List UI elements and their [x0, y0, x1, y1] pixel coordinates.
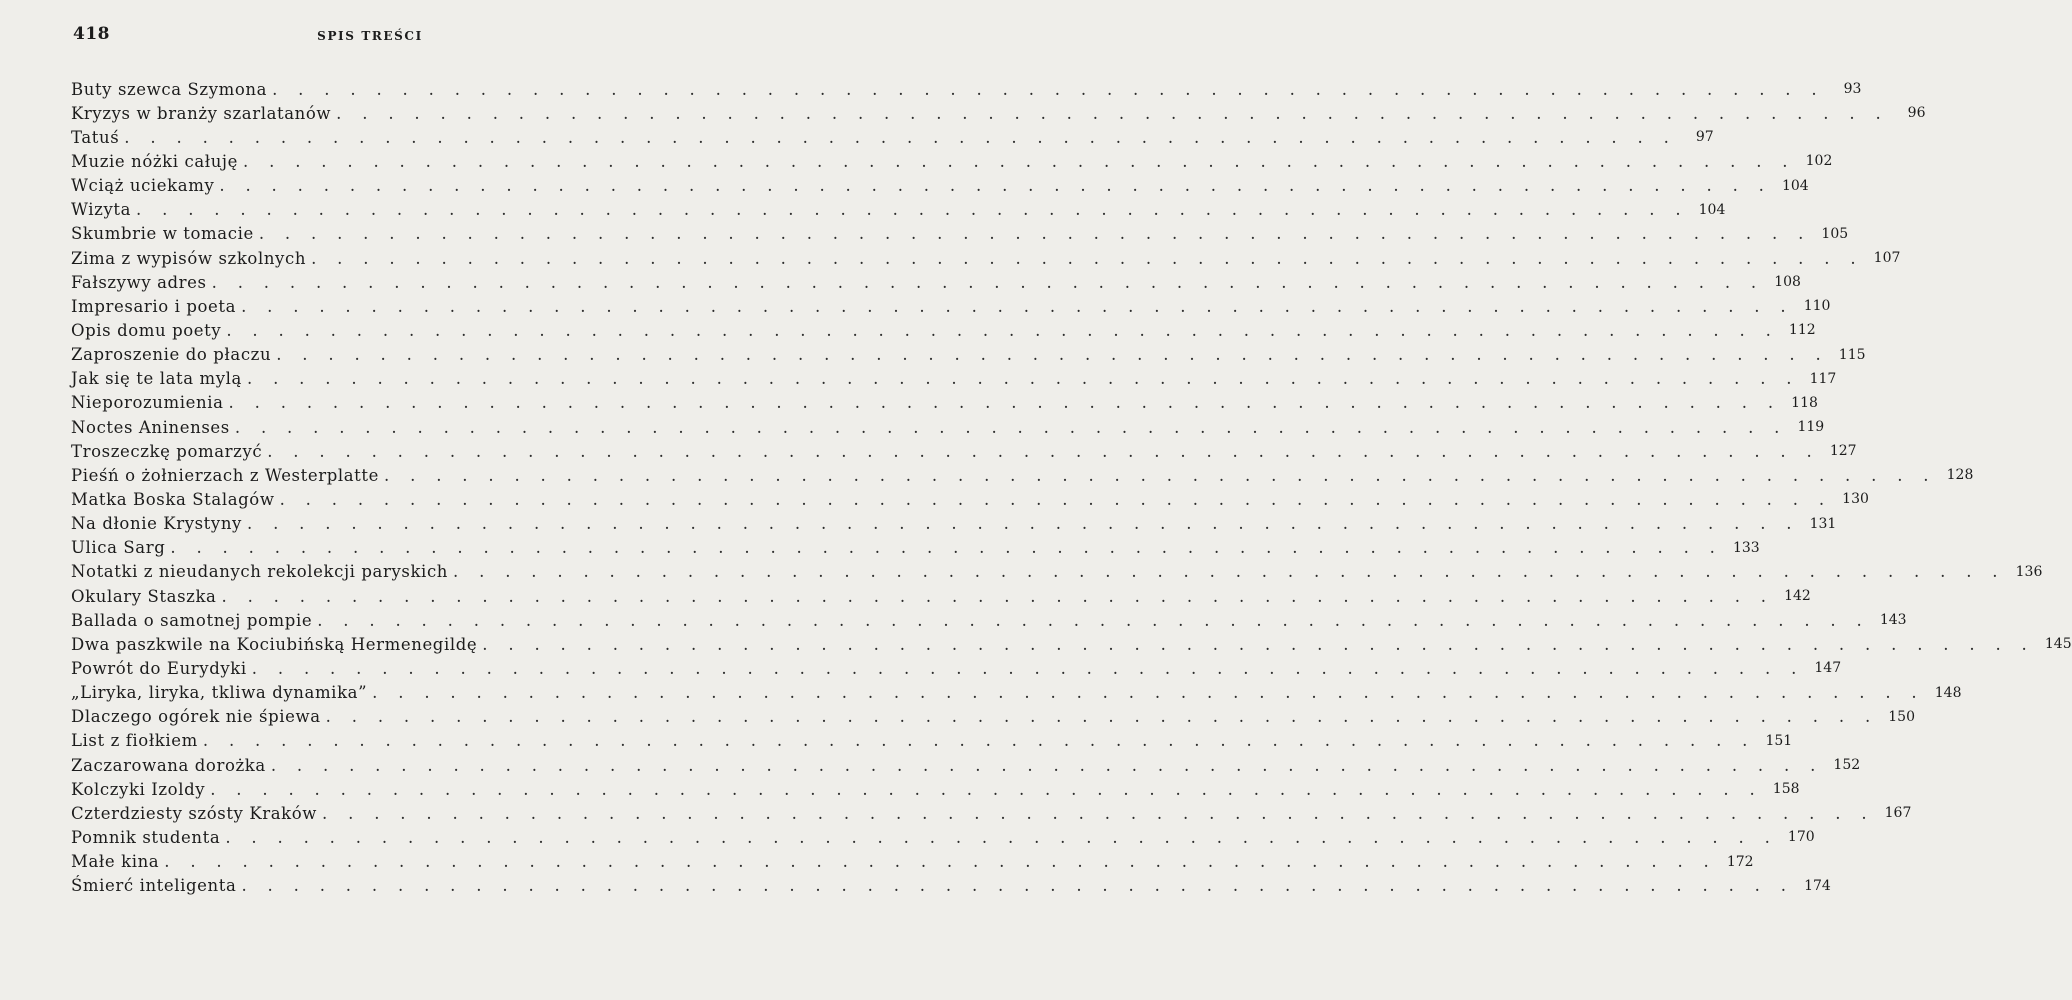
running-header: SPIS TREŚCI: [317, 29, 423, 43]
toc-entry-title: Troszeczkę pomarzyć: [71, 441, 263, 461]
toc-entry: [71, 101, 1926, 125]
toc-entry-page: 150: [1888, 708, 1915, 725]
toc-entry-page: 115: [1838, 346, 1866, 363]
dot-leader: . . . . . . . . . . . . . . . . . . . . . . . . . . . . . . . . . . . . . . . . . . . . . . . . . . . . . . . . . . . .: [228, 393, 1781, 413]
toc-entry-title: Wciąż uciekamy: [71, 176, 215, 196]
toc-entry-title: Ulica Sarg: [71, 538, 166, 558]
dot-leader: . . . . . . . . . . . . . . . . . . . . . . . . . . . . . . . . . . . . . . . . . . . . . . . . . . . . . . . . . . . .: [241, 296, 1794, 316]
toc-entry-page: 130: [1842, 491, 1869, 508]
toc-entry-title: Pieśń o żołnierzach z Westerplatte: [71, 465, 380, 485]
toc-entry-page: 131: [1809, 515, 1837, 532]
toc-entry-page: 174: [1804, 877, 1831, 894]
dot-leader: . . . . . . . . . . . . . . . . . . . . . . . . . . . . . . . . . . . . . . . . . . . . . . . . . . . . . . . . . . . .: [267, 441, 1820, 461]
toc-entry: [71, 174, 1809, 198]
toc-entry-title: Małe kina: [71, 852, 160, 872]
toc-entry-title: Zima z wypisów szkolnych: [71, 248, 307, 268]
dot-leader: . . . . . . . . . . . . . . . . . . . . . . . . . . . . . . . . . . . . . . . . . . . . . . . . . . . . . . . . . . . .: [384, 465, 1937, 485]
dot-leader: . . . . . . . . . . . . . . . . . . . . . . . . . . . . . . . . . . . . . . . . . . . . . . . . . . . . . . . . . . . .: [258, 224, 1812, 244]
toc-entry: [71, 632, 2072, 656]
toc-entry-title: List z fiołkiem: [71, 731, 198, 751]
toc-entry-title: Tatuś: [71, 127, 120, 147]
table-of-contents: [71, 77, 2072, 898]
toc-entry-title: Kolczyki Izoldy: [71, 779, 206, 799]
toc-entry-page: 104: [1781, 177, 1809, 194]
toc-entry-page: 112: [1788, 322, 1816, 339]
toc-entry-page: 110: [1803, 298, 1831, 315]
toc-entry-page: 96: [1907, 105, 1926, 122]
toc-entry-page: 93: [1843, 81, 1862, 98]
dot-leader: . . . . . . . . . . . . . . . . . . . . . . . . . . . . . . . . . . . . . . . . . . . . . . . . . . . . . . . . . . . .: [482, 634, 2035, 654]
toc-entry: [71, 415, 1825, 439]
toc-entry-title: Muzie nóżki całuję: [71, 151, 239, 171]
toc-entry: [71, 367, 1837, 391]
toc-entry: [71, 487, 1869, 511]
toc-entry: [71, 874, 1831, 898]
toc-entry-title: Ballada o samotnej pompie: [71, 610, 313, 630]
toc-entry-page: 127: [1829, 443, 1857, 460]
toc-entry: [71, 222, 1849, 246]
toc-entry-title: Jak się te lata mylą: [71, 369, 242, 389]
toc-entry: [71, 77, 1862, 101]
toc-entry: [71, 512, 1837, 536]
toc-entry: [71, 560, 2043, 584]
toc-entry-title: Zaproszenie do płaczu: [71, 345, 272, 365]
dot-leader: . . . . . . . . . . . . . . . . . . . . . . . . . . . . . . . . . . . . . . . . . . . . . . . . . . . . . . . . . . . .: [219, 176, 1772, 196]
toc-entry-title: Czterdziesty szósty Kraków: [71, 803, 318, 823]
dot-leader: . . . . . . . . . . . . . . . . . . . . . . . . . . . . . . . . . . . . . . . . . . . . . . . . . . . . . . . . . . . .: [124, 127, 1677, 147]
dot-leader: . . . . . . . . . . . . . . . . . . . . . . . . . . . . . . . . . . . . . . . . . . . . . . . . . . . . . . . . . . . .: [322, 803, 1875, 823]
toc-entry: [71, 705, 1915, 729]
toc-entry-page: 107: [1873, 250, 1901, 267]
toc-entry-title: Opis domu poety: [71, 320, 222, 340]
dot-leader: . . . . . . . . . . . . . . . . . . . . . . . . . . . . . . . . . . . . . . . . . . . . . . . . . . . . . . . . . . . .: [372, 683, 1925, 703]
toc-entry-title: Wizyta: [71, 200, 132, 220]
dot-leader: . . . . . . . . . . . . . . . . . . . . . . . . . . . . . . . . . . . . . . . . . . . . . . . . . . . . . . . . . . . .: [247, 369, 1800, 389]
toc-entry: [71, 343, 1866, 367]
toc-entry-page: 148: [1934, 684, 1962, 701]
dot-leader: . . . . . . . . . . . . . . . . . . . . . . . . . . . . . . . . . . . . . . . . . . . . . . . . . . . . . . . . . . . .: [270, 755, 1824, 775]
toc-entry-page: 151: [1765, 732, 1793, 749]
toc-entry-title: Na dłonie Krystyny: [71, 514, 242, 534]
dot-leader: . . . . . . . . . . . . . . . . . . . . . . . . . . . . . . . . . . . . . . . . . . . . . . . . . . . . . . . . . . . .: [136, 200, 1689, 220]
page-number: 418: [73, 24, 110, 44]
dot-leader: . . . . . . . . . . . . . . . . . . . . . . . . . . . . . . . . . . . . . . . . . . . . . . . . . . . . . . . . . . . .: [246, 514, 1800, 534]
toc-entry: [71, 850, 1754, 874]
toc-entry-page: 170: [1787, 829, 1815, 846]
toc-entry: [71, 729, 1793, 753]
dot-leader: . . . . . . . . . . . . . . . . . . . . . . . . . . . . . . . . . . . . . . . . . . . . . . . . . . . . . . . . . . . .: [221, 586, 1774, 606]
dot-leader: . . . . . . . . . . . . . . . . . . . . . . . . . . . . . . . . . . . . . . . . . . . . . . . . . . . . . . . . . . . .: [311, 248, 1864, 268]
dot-leader: . . . . . . . . . . . . . . . . . . . . . . . . . . . . . . . . . . . . . . . . . . . . . . . . . . . . . . . . . . . .: [317, 610, 1870, 630]
dot-leader: . . . . . . . . . . . . . . . . . . . . . . . . . . . . . . . . . . . . . . . . . . . . . . . . . . . . . . . . . . . .: [211, 272, 1764, 292]
toc-entry: [71, 318, 1816, 342]
toc-entry: [71, 463, 1974, 487]
toc-entry-page: 152: [1833, 757, 1861, 773]
dot-leader: . . . . . . . . . . . . . . . . . . . . . . . . . . . . . . . . . . . . . . . . . . . . . . . . . . . . . . . . . . . .: [234, 417, 1788, 437]
toc-entry-page: 145: [2044, 636, 2072, 653]
dot-leader: . . . . . . . . . . . . . . . . . . . . . . . . . . . . . . . . . . . . . . . . . . . . . . . . . . . . . . . . . . . .: [336, 103, 1889, 123]
toc-entry-page: 97: [1695, 129, 1714, 146]
dot-leader: . . . . . . . . . . . . . . . . . . . . . . . . . . . . . . . . . . . . . . . . . . . . . . . . . . . . . . . . . . . .: [272, 79, 1825, 99]
toc-entry-page: 143: [1879, 612, 1907, 629]
dot-leader: . . . . . . . . . . . . . . . . . . . . . . . . . . . . . . . . . . . . . . . . . . . . . . . . . . . . . . . . . . . .: [202, 731, 1756, 751]
toc-entry: [71, 584, 1811, 608]
toc-entry: [71, 294, 1831, 318]
toc-entry: [71, 439, 1857, 463]
toc-entry-title: Pomnik studenta: [71, 827, 221, 847]
dot-leader: . . . . . . . . . . . . . . . . . . . . . . . . . . . . . . . . . . . . . . . . . . . . . . . . . . . . . . . . . . . .: [226, 320, 1779, 340]
dot-leader: . . . . . . . . . . . . . . . . . . . . . . . . . . . . . . . . . . . . . . . . . . . . . . . . . . . . . . . . . . . .: [453, 562, 2006, 582]
toc-entry: [71, 656, 1842, 680]
dot-leader: . . . . . . . . . . . . . . . . . . . . . . . . . . . . . . . . . . . . . . . . . . . . . . . . . . . . . . . . . . . .: [241, 876, 1794, 896]
toc-entry-title: „Liryka, liryka, tkliwa dynamika”: [71, 683, 368, 703]
toc-entry: [71, 125, 1714, 149]
toc-entry-title: Dlaczego ogórek nie śpiewa: [71, 707, 321, 727]
toc-entry: [71, 801, 1912, 825]
dot-leader: . . . . . . . . . . . . . . . . . . . . . . . . . . . . . . . . . . . . . . . . . . . . . . . . . . . . . . . . . . . .: [251, 658, 1805, 678]
dot-leader: . . . . . . . . . . . . . . . . . . . . . . . . . . . . . . . . . . . . . . . . . . . . . . . . . . . . . . . . . . . .: [276, 345, 1829, 365]
toc-entry-page: 128: [1946, 467, 1974, 484]
toc-entry-title: Nieporozumienia: [71, 393, 224, 413]
toc-entry-page: 104: [1698, 201, 1726, 218]
toc-entry: [71, 608, 1907, 632]
dot-leader: . . . . . . . . . . . . . . . . . . . . . . . . . . . . . . . . . . . . . . . . . . . . . . . . . . . . . . . . . . . .: [243, 151, 1796, 171]
dot-leader: . . . . . . . . . . . . . . . . . . . . . . . . . . . . . . . . . . . . . . . . . . . . . . . . . . . . . . . . . . . .: [164, 852, 1717, 872]
toc-entry-title: Okulary Staszka: [71, 586, 217, 606]
dot-leader: . . . . . . . . . . . . . . . . . . . . . . . . . . . . . . . . . . . . . . . . . . . . . . . . . . . . . . . . . . . .: [225, 827, 1778, 847]
toc-entry-page: 158: [1772, 781, 1800, 798]
toc-entry: [71, 825, 1815, 849]
toc-entry: [71, 246, 1901, 270]
dot-leader: . . . . . . . . . . . . . . . . . . . . . . . . . . . . . . . . . . . . . . . . . . . . . . . . . . . . . . . . . . . .: [279, 489, 1832, 509]
toc-entry-title: Buty szewca Szymona: [71, 79, 268, 99]
toc-entry-title: Zaczarowana dorożka: [71, 755, 266, 775]
toc-entry-page: 167: [1884, 805, 1912, 822]
toc-entry-page: 108: [1774, 274, 1801, 291]
toc-entry-title: Noctes Aninenses: [71, 417, 230, 437]
toc-entry: [71, 198, 1726, 222]
toc-entry-title: Kryzys w branży szarlatanów: [71, 103, 332, 123]
dot-leader: . . . . . . . . . . . . . . . . . . . . . . . . . . . . . . . . . . . . . . . . . . . . . . . . . . . . . . . . . . . .: [210, 779, 1763, 799]
toc-entry-page: 118: [1791, 394, 1818, 411]
toc-entry-page: 105: [1821, 225, 1849, 242]
toc-entry: [71, 777, 1800, 801]
toc-entry: [71, 149, 1833, 173]
toc-entry-page: 119: [1797, 419, 1825, 436]
toc-entry-page: 117: [1809, 370, 1837, 387]
dot-leader: . . . . . . . . . . . . . . . . . . . . . . . . . . . . . . . . . . . . . . . . . . . . . . . . . . . . . . . . . . . .: [325, 707, 1878, 727]
toc-entry-title: Powrót do Eurydyki: [71, 658, 247, 678]
toc-entry-page: 133: [1732, 539, 1760, 556]
toc-entry-title: Dwa paszkwile na Kociubińską Hermenegildę: [71, 634, 478, 654]
toc-entry: [71, 753, 1861, 777]
toc-entry-page: 136: [2015, 563, 2043, 580]
toc-entry-page: 102: [1805, 153, 1833, 170]
toc-entry-page: 142: [1784, 588, 1811, 605]
toc-entry-title: Impresario i poeta: [71, 296, 237, 316]
toc-entry-title: Matka Boska Stalagów: [71, 489, 275, 509]
toc-entry: [71, 270, 1801, 294]
toc-entry: [71, 681, 1962, 705]
toc-entry: [71, 536, 1760, 560]
toc-entry-title: Fałszywy adres: [71, 272, 207, 292]
toc-entry: [71, 391, 1818, 415]
toc-entry-page: 147: [1814, 660, 1842, 677]
toc-entry-title: Notatki z nieudanych rekolekcji paryskich: [71, 562, 449, 582]
toc-entry-page: 172: [1726, 853, 1754, 870]
toc-entry-title: Skumbrie w tomacie: [71, 224, 254, 244]
dot-leader: . . . . . . . . . . . . . . . . . . . . . . . . . . . . . . . . . . . . . . . . . . . . . . . . . . . . . . . . . . . .: [170, 538, 1723, 558]
toc-entry-title: Śmierć inteligenta: [71, 876, 237, 896]
